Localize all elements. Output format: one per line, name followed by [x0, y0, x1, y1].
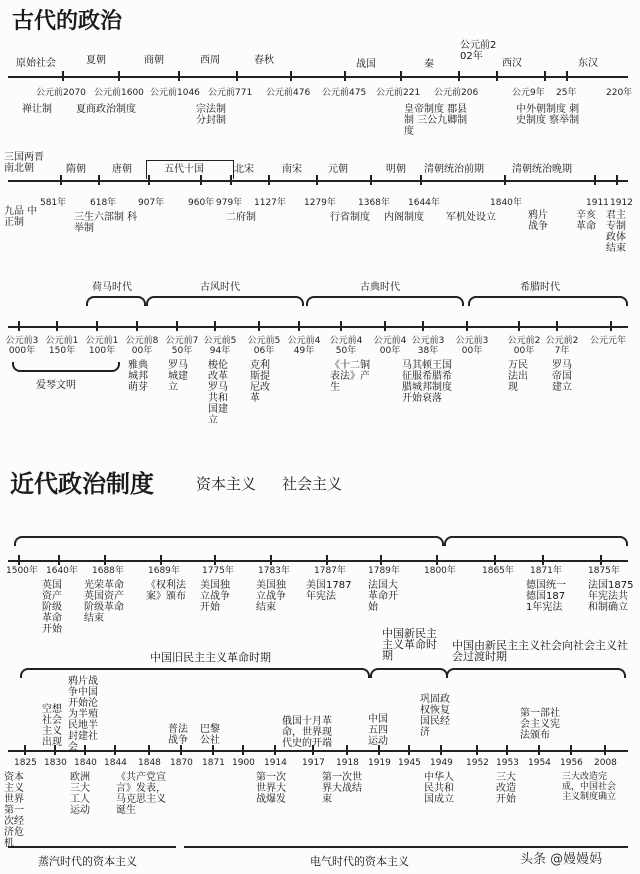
date-label: 1900 [232, 758, 255, 768]
event-label: 万民法出现 [508, 360, 528, 393]
tick [230, 175, 232, 185]
event-label: 禅让制 [22, 104, 52, 115]
date-label: 581年 [40, 198, 67, 208]
date-label: 1688年 [92, 566, 124, 576]
date-label: 1912 [610, 198, 633, 208]
era-label: 蒸汽时代的资本主义 [38, 855, 137, 868]
date-label: 公元元年 [590, 336, 627, 346]
event-label: 美国独立战争开始 [200, 580, 230, 613]
event-label: 内阁制度 [384, 212, 424, 223]
date-label: 1840年 [490, 198, 522, 208]
tick [242, 745, 244, 755]
tick [518, 321, 520, 331]
date-label: 960年 [188, 198, 215, 208]
subtitle-socialism: 社会主义 [282, 475, 343, 493]
era-label: 南宋 [282, 164, 302, 175]
event-label: 鸦片战争 [528, 210, 548, 232]
event-label: 美国1787年宪法 [306, 580, 352, 602]
tick [60, 175, 62, 185]
era-label: 元朝 [328, 164, 348, 175]
tick [476, 745, 478, 755]
tick [298, 321, 300, 331]
date-label: 公元前771 [208, 88, 253, 98]
era-label: 公元前202年 [460, 40, 497, 62]
date-label: 公元前594年 [203, 336, 237, 356]
era-label: 古典时代 [360, 282, 400, 293]
tick [290, 71, 292, 81]
date-label: 1789年 [368, 566, 400, 576]
date-label: 1914 [264, 758, 287, 768]
era-brace [306, 296, 464, 306]
date-label: 1825 [14, 758, 37, 768]
tick [58, 555, 60, 565]
tick [236, 71, 238, 81]
date-label: 1787年 [314, 566, 346, 576]
tick [458, 71, 460, 81]
date-label: 公元前3000年 [5, 336, 39, 356]
date-label: 1640年 [46, 566, 78, 576]
tick [384, 321, 386, 331]
date-label: 公元前221 [376, 88, 421, 98]
date-label: 公元前1600 [94, 88, 144, 98]
tick [422, 321, 424, 331]
period-label: 中国由新民主主义社会向社会主义社会过渡时期 [452, 639, 628, 663]
date-label: 公元前206 [434, 88, 479, 98]
event-label: 行省制度 [330, 212, 370, 223]
tick [326, 555, 328, 565]
tick [214, 321, 216, 331]
tick [506, 745, 508, 755]
watermark: 头条 @嫚嫚妈 [520, 852, 603, 867]
tick [24, 745, 26, 755]
tick [54, 745, 56, 755]
tick [200, 175, 202, 185]
tick [420, 175, 422, 185]
event-label: 罗马城建立 [168, 360, 188, 393]
tick [408, 745, 410, 755]
event-label: 光荣革命英国资产阶级革命结束 [84, 580, 124, 624]
tick [212, 745, 214, 755]
event-label: 《共产党宣言》发表，马克思主义诞生 [116, 772, 166, 816]
tick [118, 71, 120, 81]
date-label: 1956 [560, 758, 583, 768]
event-label: 夏商政治制度 [76, 104, 136, 115]
event-label: 九品 中正制 [4, 206, 38, 228]
date-label: 公元前300年 [455, 336, 489, 356]
date-label: 1644年 [408, 198, 440, 208]
tick [610, 321, 612, 331]
tick [18, 321, 20, 331]
era-label: 清朝统治晚期 [512, 164, 572, 175]
era-brace [146, 296, 304, 306]
date-label: 25年 [556, 88, 577, 98]
date-label: 1500年 [6, 566, 38, 576]
tick [566, 71, 568, 81]
event-label: 三生六部制 科举制 [74, 212, 138, 234]
event-label: 辛亥革命 [576, 210, 596, 232]
date-label: 1949 [430, 758, 453, 768]
event-label: 雅典城邦萌芽 [128, 360, 148, 393]
date-label: 1953 [496, 758, 519, 768]
tick [258, 321, 260, 331]
tick [180, 745, 182, 755]
date-label: 1775年 [202, 566, 234, 576]
tick [570, 745, 572, 755]
era-label: 三国两晋 南北朝 [4, 152, 44, 174]
date-label: 公元前450年 [329, 336, 363, 356]
date-label: 1870 [170, 758, 193, 768]
tick [380, 555, 382, 565]
event-label: 宗法制 分封制 [196, 104, 226, 126]
event-label: 空想社会主义出现 [42, 704, 62, 748]
date-label: 公元前506年 [247, 336, 281, 356]
date-label: 1919 [368, 758, 391, 768]
era-label: 隋朝 [66, 164, 86, 175]
event-label: 第一部社会主义宪法颁布 [520, 708, 560, 741]
event-label: 中华人民共和国成立 [424, 772, 454, 805]
section-title-modern: 近代政治制度 [10, 470, 154, 498]
tick [178, 71, 180, 81]
date-label: 979年 [216, 198, 243, 208]
era-brace [86, 296, 146, 306]
date-label: 公元前800年 [125, 336, 159, 356]
era-label: 五代十国 [164, 164, 204, 175]
tick [542, 555, 544, 565]
date-label: 1911 [586, 198, 609, 208]
date-label: 1783年 [258, 566, 290, 576]
tick [594, 175, 596, 185]
date-label: 1848 [138, 758, 161, 768]
event-label: 巩固政权恢复国民经济 [420, 694, 450, 738]
event-label: 英国资产阶级革命开始 [42, 580, 62, 635]
event-label: 第一次世界大战结束 [322, 772, 362, 805]
tick [494, 555, 496, 565]
date-label: 1954 [528, 758, 551, 768]
tick [604, 745, 606, 755]
date-label: 公元前750年 [165, 336, 199, 356]
date-label: 1945 [398, 758, 421, 768]
tick [400, 71, 402, 81]
date-label: 公元前400年 [373, 336, 407, 356]
tick [56, 321, 58, 331]
era-label: 西周 [200, 55, 220, 66]
event-label: 欧洲三大工人运动 [70, 772, 90, 816]
tick [496, 71, 498, 81]
tick [378, 745, 380, 755]
date-label: 1127年 [254, 198, 286, 208]
tick [176, 321, 178, 331]
era-label: 秦 [424, 59, 434, 70]
date-label: 1830 [44, 758, 67, 768]
era-label: 希腊时代 [520, 282, 560, 293]
event-label: 爱琴文明 [36, 380, 76, 391]
date-label: 公元前1150年 [45, 336, 79, 356]
tick [370, 175, 372, 185]
date-label: 1865年 [482, 566, 514, 576]
date-label: 公元前475 [322, 88, 367, 98]
era-brace [14, 536, 444, 546]
tick [62, 71, 64, 81]
date-label: 1917 [302, 758, 325, 768]
tick [346, 745, 348, 755]
era-brace [12, 362, 120, 372]
date-label: 1368年 [358, 198, 390, 208]
tick [504, 175, 506, 185]
era-label: 北宋 [234, 164, 254, 175]
date-label: 1875年 [588, 566, 620, 576]
tick [268, 175, 270, 185]
date-label: 公元前27年 [545, 336, 579, 356]
event-label: 三大改造完成，中国社会主义制度确立 [562, 772, 617, 802]
era-label: 春秋 [254, 55, 274, 66]
event-label: 克利斯提尼改革 [250, 360, 270, 404]
date-label: 220年 [606, 88, 633, 98]
period-label: 中国旧民主主义革命时期 [150, 651, 271, 664]
timeline-row2 [8, 180, 628, 182]
timeline-row3 [8, 326, 628, 328]
era-label: 古风时代 [200, 282, 240, 293]
date-label: 2008 [594, 758, 617, 768]
event-label: 法国1875年宪法共和制确立 [588, 580, 634, 613]
date-label: 1800年 [424, 566, 456, 576]
date-label: 公元前1100年 [85, 336, 119, 356]
tick [114, 745, 116, 755]
date-label: 公元前449年 [287, 336, 321, 356]
period-label: 中国新民主主义革命时期 [382, 627, 437, 662]
subtitle-capitalism: 资本主义 [196, 475, 257, 493]
event-label: 中国五四运动 [368, 714, 388, 747]
era-brace [370, 668, 448, 678]
event-label: 《十二铜表法》产生 [330, 360, 370, 393]
tick [544, 71, 546, 81]
tick [344, 71, 346, 81]
event-label: 君主专制政体结束 [606, 210, 626, 254]
tick [316, 175, 318, 185]
event-label: 巴黎公社 [200, 724, 220, 746]
tick [466, 321, 468, 331]
era-bar [8, 846, 176, 848]
tick [600, 555, 602, 565]
date-label: 公元前1046 [150, 88, 200, 98]
event-label: 鸦片战争中国开始沦为半殖民地半封建社会 [68, 676, 98, 753]
event-label: 二府制 [226, 212, 256, 223]
tick [556, 321, 558, 331]
event-label: 第一次世界大战爆发 [256, 772, 286, 805]
date-label: 公元9年 [512, 88, 545, 98]
tick [436, 555, 438, 565]
event-label: 中外朝制度 刺史制度 察举制 [516, 104, 580, 126]
tick [148, 175, 150, 185]
event-label: 法国大革命开始 [368, 580, 398, 613]
date-label: 1952 [466, 758, 489, 768]
section-title-ancient: 古代的政治 [12, 9, 123, 34]
event-label: 德国统一德国1871年宪法 [526, 580, 566, 613]
event-label: 马其顿王国征服希腊希腊城邦制度开始衰落 [402, 360, 452, 404]
event-label: 资本主义世界第一次经济危机 [4, 772, 24, 849]
date-label: 1844 [104, 758, 127, 768]
timeline-row4 [8, 560, 628, 562]
event-label: 梭伦改革罗马共和国建立 [208, 360, 228, 426]
era-label: 西汉 [502, 58, 522, 69]
era-label: 东汉 [578, 58, 598, 69]
era-brace [444, 536, 628, 546]
tick [274, 745, 276, 755]
tick [312, 745, 314, 755]
date-label: 1840 [74, 758, 97, 768]
era-label: 荷马时代 [92, 282, 132, 293]
tick [270, 555, 272, 565]
era-label: 商朝 [144, 55, 164, 66]
date-label: 公元前2070 [36, 88, 86, 98]
era-label: 战国 [356, 59, 376, 70]
tick [104, 555, 106, 565]
era-label: 明朝 [386, 164, 406, 175]
era-label: 原始社会 [16, 58, 56, 69]
event-label: 三大改造开始 [496, 772, 516, 805]
event-label: 罗马帝国建立 [552, 360, 572, 393]
tick [160, 555, 162, 565]
date-label: 618年 [90, 198, 117, 208]
tick [98, 175, 100, 185]
era-label: 唐朝 [112, 164, 132, 175]
date-label: 1689年 [148, 566, 180, 576]
event-label: 普法战争 [168, 724, 188, 746]
event-label: 皇帝制度 郡县制 三公九卿制度 [404, 104, 468, 137]
date-label: 1871 [202, 758, 225, 768]
tick [148, 745, 150, 755]
date-label: 1871年 [530, 566, 562, 576]
tick [136, 321, 138, 331]
event-label: 军机处设立 [446, 212, 496, 223]
date-label: 公元前338年 [411, 336, 445, 356]
date-label: 907年 [138, 198, 165, 208]
tick [84, 745, 86, 755]
date-label: 1918 [336, 758, 359, 768]
timeline-row1 [8, 76, 628, 78]
tick [96, 321, 98, 331]
event-label: 美国独立战争结束 [256, 580, 286, 613]
tick [440, 745, 442, 755]
era-brace [468, 296, 628, 306]
date-label: 公元前476 [266, 88, 311, 98]
date-label: 1279年 [304, 198, 336, 208]
era-label: 清朝统治前期 [424, 164, 484, 175]
era-label: 夏朝 [86, 55, 106, 66]
timeline-row5 [8, 750, 628, 752]
tick [538, 745, 540, 755]
date-label: 公元前200年 [507, 336, 541, 356]
tick [18, 555, 20, 565]
tick [616, 175, 618, 185]
era-brace [446, 668, 626, 678]
era-label: 电气时代的资本主义 [310, 855, 409, 868]
event-label: 俄国十月革命，世界现代史的开端 [282, 716, 332, 749]
tick [214, 555, 216, 565]
tick [340, 321, 342, 331]
event-label: 《权利法案》颁布 [146, 580, 186, 602]
